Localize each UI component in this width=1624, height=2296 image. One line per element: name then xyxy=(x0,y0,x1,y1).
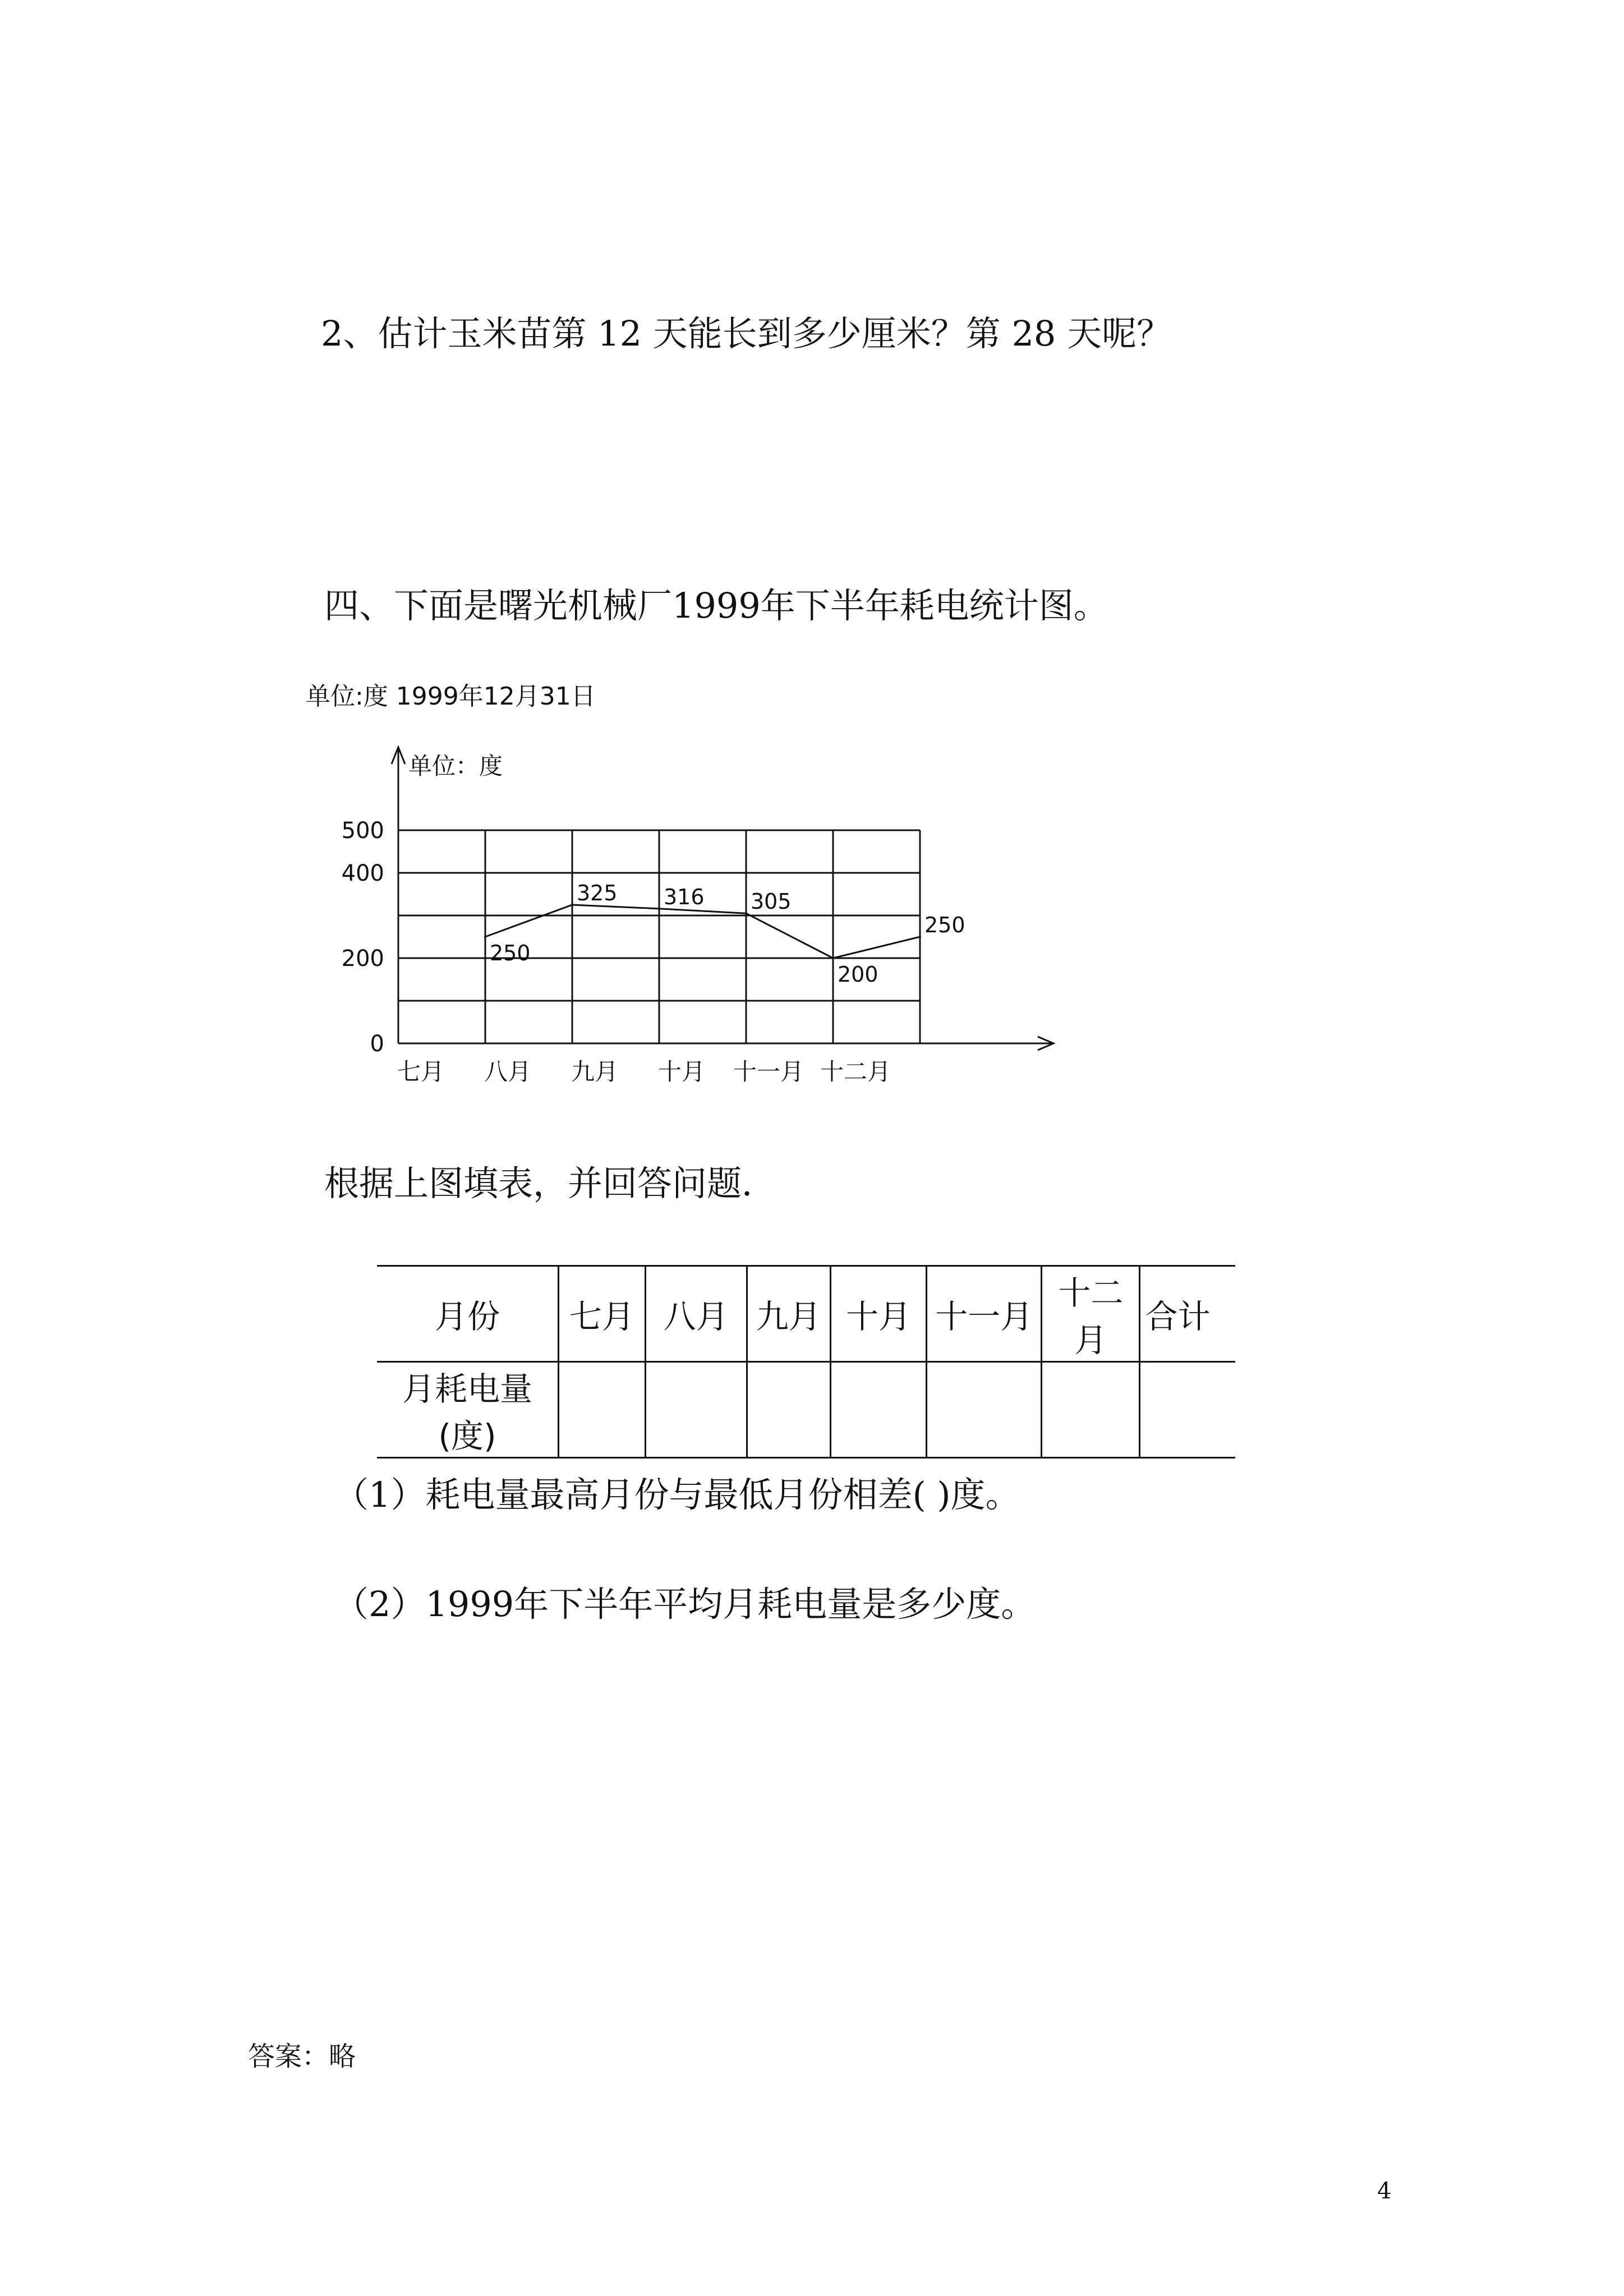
data-point xyxy=(658,908,660,910)
section-4-title: 四、下面是曙光机械厂1999年下半年耗电统计图。 xyxy=(324,585,1108,626)
table-row-usage xyxy=(377,1362,1235,1458)
data-label: 305 xyxy=(751,889,792,914)
data-point xyxy=(484,936,486,938)
data-label: 325 xyxy=(577,881,618,905)
table-cell-empty[interactable] xyxy=(1140,1362,1235,1458)
electricity-line-chart xyxy=(314,729,1083,1111)
data-label: 250 xyxy=(924,913,965,937)
data-point xyxy=(571,904,573,906)
chart-caption: 单位:度 1999年12月31日 xyxy=(306,682,596,711)
sub-question-1: （1）耗电量最高月份与最低月份相差( )度。 xyxy=(334,1474,1020,1515)
sub-question-2: （2）1999年下半年平均月耗电量是多少度。 xyxy=(334,1584,1036,1625)
data-point xyxy=(832,957,834,959)
table-cell-empty[interactable] xyxy=(645,1362,747,1458)
table-cell-empty[interactable] xyxy=(558,1362,645,1458)
table-cell-month: 合计 xyxy=(1140,1266,1235,1362)
x-tick-label: 十一月 xyxy=(733,1058,804,1085)
page-number: 4 xyxy=(1377,2178,1392,2204)
x-tick-label: 九月 xyxy=(571,1058,619,1085)
data-point xyxy=(745,912,747,914)
data-label: 316 xyxy=(664,884,705,909)
x-tick-label: 七月 xyxy=(397,1058,445,1085)
answer-text: 答案：略 xyxy=(248,2041,356,2072)
y-tick-label: 0 xyxy=(370,1031,384,1057)
table-cell-month: 七月 xyxy=(558,1266,645,1362)
table-cell-month: 八月 xyxy=(645,1266,747,1362)
y-tick-label: 500 xyxy=(341,818,384,844)
chart-unit-label: 单位：度 xyxy=(408,752,503,780)
y-tick-label: 400 xyxy=(341,861,384,886)
table-cell-empty[interactable] xyxy=(747,1362,830,1458)
table-cell-empty[interactable] xyxy=(830,1362,927,1458)
table-header-month: 月份 xyxy=(377,1266,558,1362)
table-cell-month: 九月 xyxy=(747,1266,830,1362)
table-cell-month: 十一月 xyxy=(927,1266,1042,1362)
fill-table-wrapper xyxy=(377,1257,1235,1455)
data-label: 250 xyxy=(490,941,531,965)
table-row-months xyxy=(377,1266,1235,1362)
data-point xyxy=(919,936,921,938)
table-cell-empty[interactable] xyxy=(927,1362,1042,1458)
question-2: 2、估计玉米苗第 12 天能长到多少厘米？第 28 天呢？ xyxy=(321,313,1172,354)
table-cell-month: 十月 xyxy=(830,1266,927,1362)
y-tick-label: 200 xyxy=(341,946,384,972)
instruction-text: 根据上图填表，并回答问题． xyxy=(324,1163,777,1204)
x-tick-label: 八月 xyxy=(484,1058,532,1085)
table-cell-month: 十二月 xyxy=(1042,1266,1140,1362)
data-label: 200 xyxy=(838,962,878,987)
table-header-usage: 月耗电量(度) xyxy=(377,1362,558,1458)
x-tick-label: 十二月 xyxy=(820,1058,891,1085)
table-cell-empty[interactable] xyxy=(1042,1362,1140,1458)
fill-in-table xyxy=(377,1265,1235,1458)
series-line xyxy=(485,905,920,958)
x-tick-label: 十月 xyxy=(657,1058,706,1085)
